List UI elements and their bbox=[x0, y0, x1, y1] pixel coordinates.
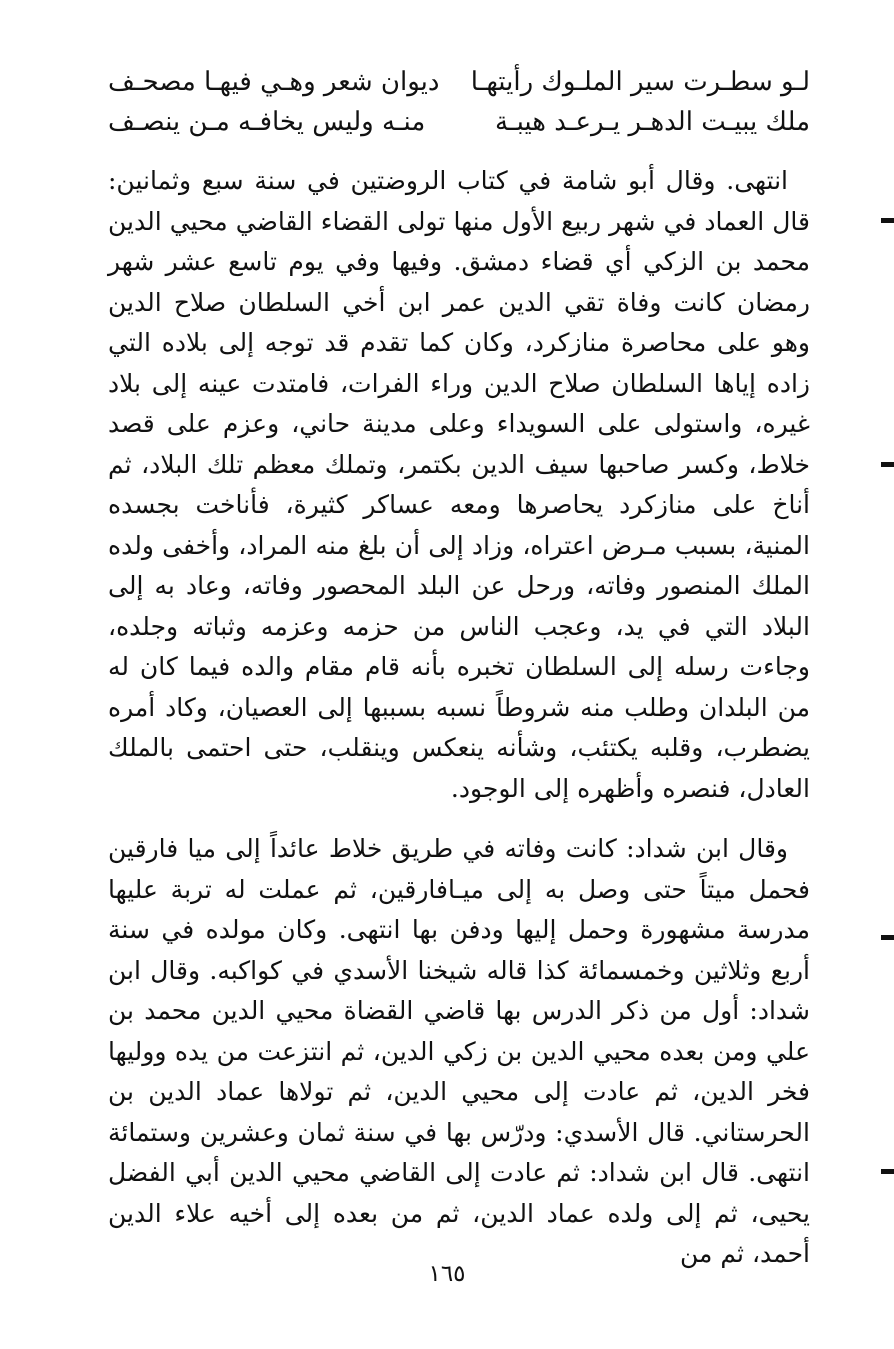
poem-hemistich-first: لـو سطـرت سير الملـوك رأيتهـا bbox=[470, 67, 810, 97]
body-paragraph: انتهى. وقال أبو شامة في كتاب الروضتين في سنة سبع وثمانين: قال العماد في شهر ربيع الأول منها تولى القضاء القاضي محيي الدين محمد بن الزكي أي قضاء دمشق. وفيها وفي يوم تاسع عشر شهر رمضان كانت وفاة تقي الدين عمر ابن أخي السلطان صلاح الدين وهو على محاصرة منازكرد، وكان كما تقدم قد توجه إلى بلاده التي زاده إياها السلطان صلاح الدين وراء الفرات، فامتدت عينه إلى بلاد غيره، واستولى على السويداء وعلى مدينة حاني، وعزم على قصد خلاط، وكسر صاحبها سيف الدين بكتمر، وتملك معظم تلك البلاد، ثم أناخ على منازكرد يحاصرها ومعه عساكر كثيرة، فأناخت بجسده المنية، بسبب مـرض اعتراه، وزاد إلى أن بلغ منه المراد، وأخفى ولده الملك المنصور وفاته، ورحل عن البلد المحصور وفاته، وعاد به إلى البلاد التي في يد، وعجب الناس من حزمه وعزمه وثباته وجلده، وجاءت رسله إلى السلطان تخبره بأنه قام مقام والده فيما كان له من البلدان وطلب منه شروطاً نسبه بسببها إلى العصيان، وكاد أمره يضطرب، وقلبه يكتئب، وشأنه ينعكس وينقلب، حتى احتمى بالملك العادل، فنصره وأظهره إلى الوجود. bbox=[108, 166, 810, 803]
body-paragraph: وقال ابن شداد: كانت وفاته في طريق خلاط عائداً إلى ميا فارقين فحمل ميتاً حتى وصل به إلى ميـافارقين، ثم عملت له تربة عليها مدرسة مشهورة وحمل إليها ودفن بها انتهى. وكان مولده في سنة أربع وثلاثين وخمسمائة كذا قاله شيخنا الأسدي في كواكبه. وقال ابن شداد: أول من ذكر الدرس بها قاضي القضاة محيي الدين محمد بن علي ومن بعده محيي الدين بن زكي الدين، ثم انتزعت من يده ووليها فخر الدين، ثم عادت إلى محيي الدين، ثم تولاها عماد الدين بن الحرستاني. قال الأسدي: ودرّس بها في سنة ثمان وعشرين وستمائة انتهى. قال ابن شداد: ثم عادت إلى القاضي محيي الدين أبي الفضل يحيى، ثم إلى ولده عماد الدين، ثم من بعده إلى أخيه علاء الدين أحمد، ثم من bbox=[108, 834, 811, 1268]
poem-verse bbox=[108, 62, 810, 102]
poem-verse bbox=[108, 102, 810, 142]
margin-tick-mark bbox=[881, 1169, 894, 1174]
margin-tick-mark bbox=[881, 935, 894, 940]
poem-hemistich-second: منـه وليس يخافـه مـن ينصـف bbox=[108, 107, 426, 137]
margin-tick-mark bbox=[881, 218, 894, 223]
poem-hemistich-second: ديوان شعر وهـي فيهـا مصحـف bbox=[108, 67, 440, 97]
poem-hemistich-first: ملك يبيـت الدهـر يـرعـد هيبـة bbox=[495, 107, 810, 137]
page-text-block bbox=[108, 62, 810, 1275]
margin-tick-mark bbox=[881, 462, 894, 467]
page-number: ١٦٥ bbox=[428, 1261, 466, 1287]
